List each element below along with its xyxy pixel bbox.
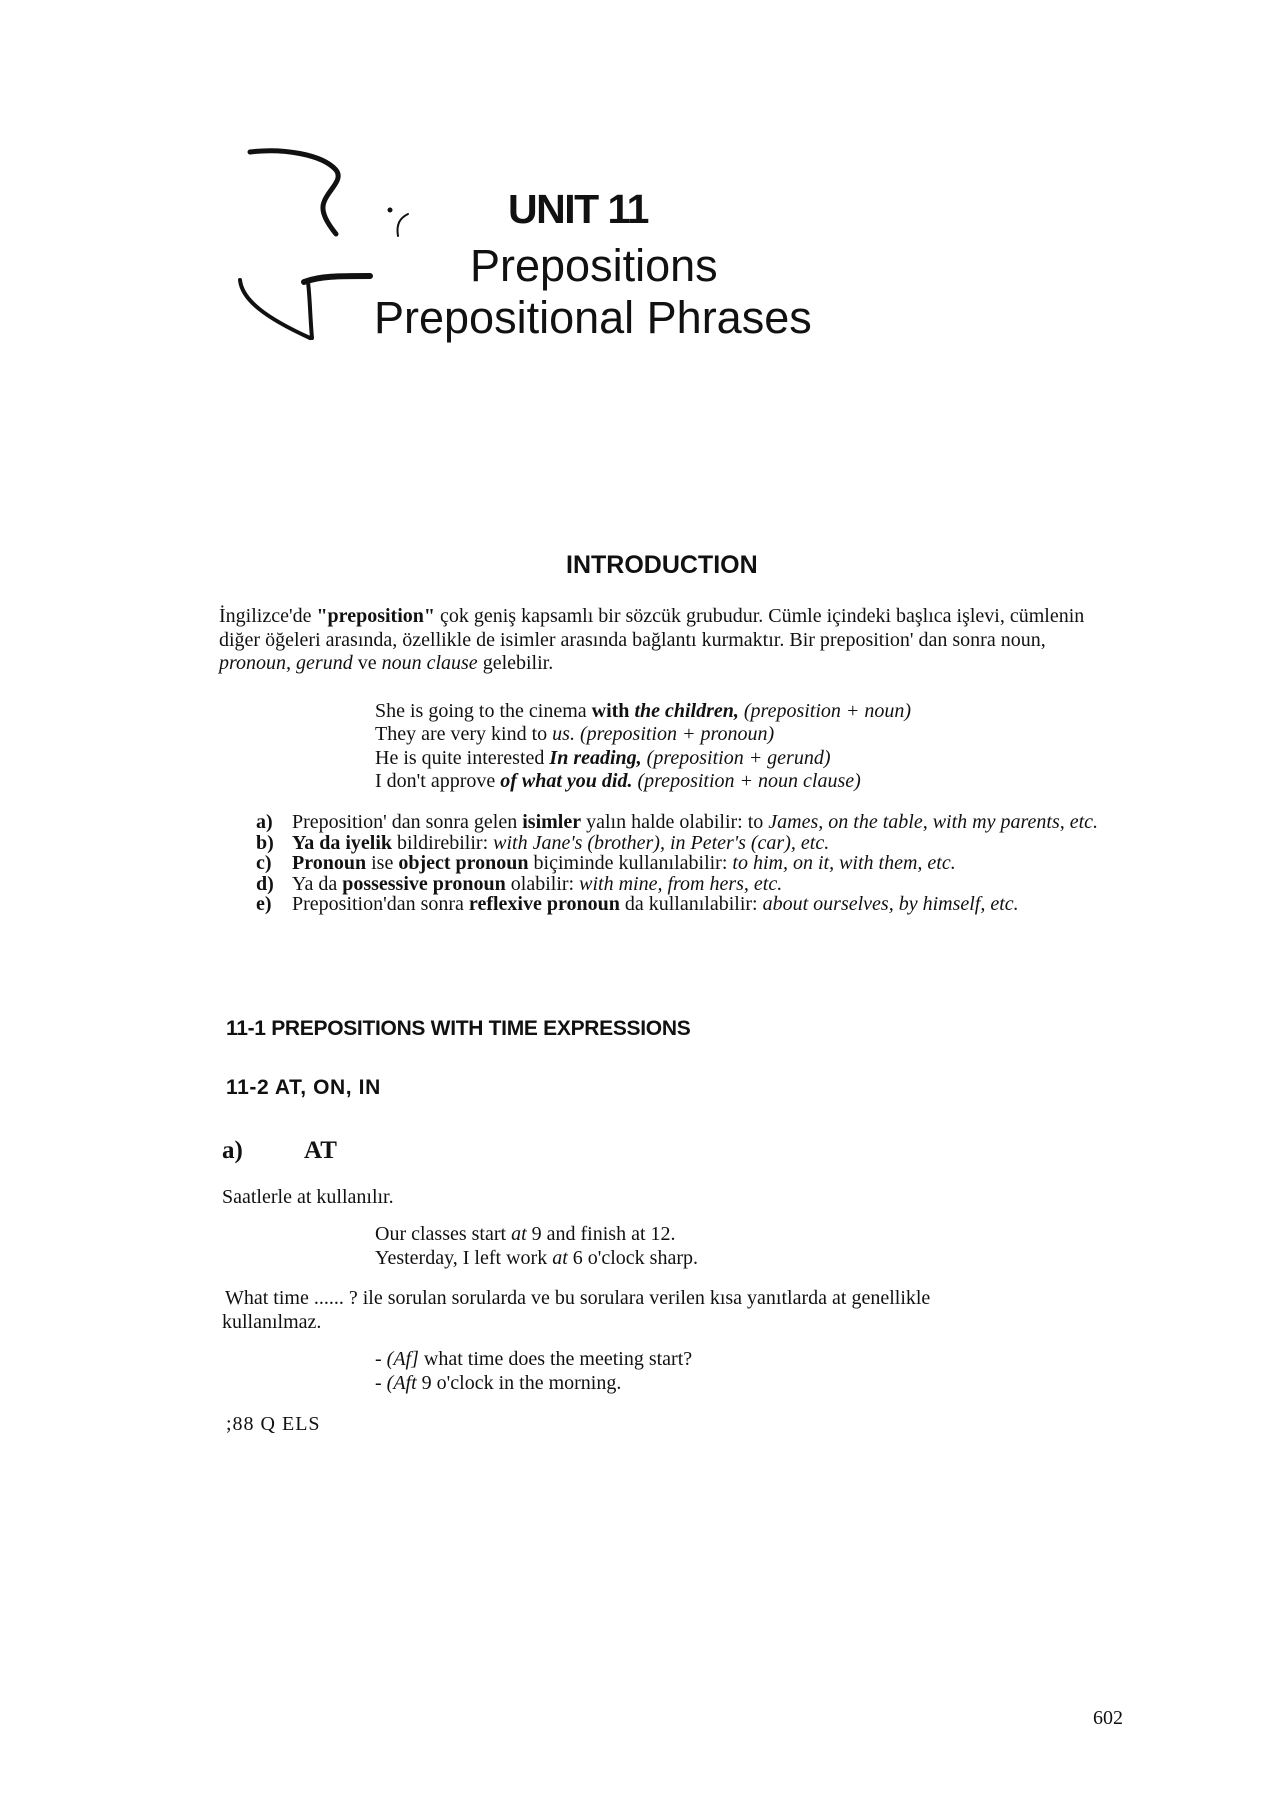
text-run: with Jane's (brother), in Peter's (car), etc. [493, 831, 830, 854]
text-run: the children, [634, 700, 739, 722]
unit-subtitle-prepositional-phrases: Prepositional Phrases [374, 292, 812, 343]
list-label: e) [256, 893, 272, 915]
text-run: Preposition' dan sonra gelen [292, 811, 523, 833]
footer-code: ;88 Q ELS [226, 1413, 321, 1435]
list-label: d) [256, 872, 274, 895]
rules-list [256, 812, 1136, 915]
list-label: b) [256, 831, 274, 854]
text-run: James, on the table, with my parents, etc. [768, 811, 1099, 833]
text-run: (Af] [386, 1348, 419, 1370]
at-intro-text: Saatlerle at kullanılır. [222, 1186, 394, 1208]
text-run: us. (preposition + pronoun) [552, 723, 775, 745]
list-item [256, 853, 1136, 874]
example-line [375, 770, 861, 793]
unit-title: UNIT 11 [508, 186, 648, 232]
section-heading-11-1: 11-1 PREPOSITIONS WITH TIME EXPRESSIONS [226, 1017, 691, 1040]
text-run: Our classes start [375, 1223, 512, 1245]
text-run: of what you did. [500, 770, 633, 792]
text-run: with [591, 700, 635, 722]
text-run: They are very kind to [375, 723, 553, 745]
text-run: Yesterday, I left work [375, 1247, 553, 1269]
text-run: Ya da [292, 872, 343, 895]
text-run: He is quite interested [375, 747, 550, 769]
text-run: (preposition + noun clause) [632, 770, 861, 792]
example-line [375, 1247, 698, 1270]
list-item [256, 894, 1136, 915]
example-line [375, 1223, 676, 1246]
subsection-title: AT [304, 1137, 337, 1164]
text-run: olabilir: [505, 872, 580, 895]
text-run: reflexive pronoun [468, 893, 620, 915]
text-run: (preposition + noun) [738, 700, 912, 722]
text-run: at [511, 1223, 527, 1245]
introduction-paragraph [219, 605, 1119, 676]
list-label: a) [256, 811, 273, 833]
text-run: In reading, [549, 747, 642, 769]
text-run: She is going to the cinema [375, 700, 592, 722]
text-run: Pronoun [292, 852, 367, 874]
text-run: biçiminde kullanılabilir: [528, 852, 733, 874]
example-line [375, 723, 774, 746]
subsection-label: a) [222, 1137, 243, 1164]
text-run: yalın halde olabilir: to [581, 811, 769, 833]
list-label: c) [256, 852, 272, 874]
dialog-line [375, 1372, 621, 1395]
text-run: (Aft [386, 1372, 417, 1394]
text-run: Preposition'dan sonra [292, 893, 469, 915]
text-run: about ourselves, by himself, etc. [762, 893, 1019, 915]
text-run: what time does the meeting start? [418, 1348, 693, 1370]
section-heading-11-2: 11-2 AT, ON, IN [226, 1076, 381, 1099]
text-run: to him, on it, with them, etc. [732, 852, 956, 874]
page-number: 602 [1093, 1707, 1123, 1729]
text-run: bildirebilir: [392, 831, 494, 854]
unit-subtitle-prepositions: Prepositions [470, 240, 718, 291]
example-line [375, 700, 911, 723]
text-run: - [375, 1372, 387, 1394]
text-run: isimler [522, 811, 582, 833]
text-run: 6 o'clock sharp. [567, 1247, 698, 1269]
note-line: What time ...... ? ile sorulan sorularda ve bu sorulara verilen kısa yanıtlarda at genellikle [225, 1287, 931, 1309]
introduction-heading: INTRODUCTION [566, 551, 758, 579]
text-run: İngilizce'de [219, 605, 317, 627]
text-run: - [375, 1348, 387, 1370]
note-line: kullanılmaz. [222, 1311, 322, 1333]
text-run: ve [352, 652, 382, 674]
text-run: 9 o'clock in the morning. [416, 1372, 622, 1394]
text-run: object pronoun [398, 852, 529, 874]
list-item [256, 833, 1136, 854]
text-run: 9 and finish at 12. [526, 1223, 676, 1245]
text-run: da kullanılabilir: [619, 893, 763, 915]
text-run: gelebilir. [477, 652, 554, 674]
text-run: (preposition + gerund) [641, 747, 831, 769]
list-item [256, 874, 1136, 895]
text-run: possessive pronoun [342, 872, 506, 895]
dialog-line [375, 1348, 692, 1371]
text-run: with mine, from hers, etc. [579, 872, 783, 895]
text-run: pronoun, gerund [219, 652, 353, 674]
text-run: "preposition" [316, 605, 435, 627]
subsection-heading-at [222, 1137, 337, 1165]
example-line [375, 747, 831, 770]
text-run: noun clause [381, 652, 478, 674]
text-run: at [552, 1247, 568, 1269]
text-run: çok geniş kapsamlı bir sözcük grubudur. Cümle içindeki başlıca işlevi, cümlenin diğer öğeleri arasında, özellikle de isimler arasında bağlantı kurmaktır. Bir preposition' dan sonra noun, [219, 605, 1085, 651]
text-run: I don't approve [375, 770, 501, 792]
text-run: Ya da iyelik [292, 831, 393, 854]
text-run: ise [366, 852, 399, 874]
list-item [256, 812, 1136, 833]
